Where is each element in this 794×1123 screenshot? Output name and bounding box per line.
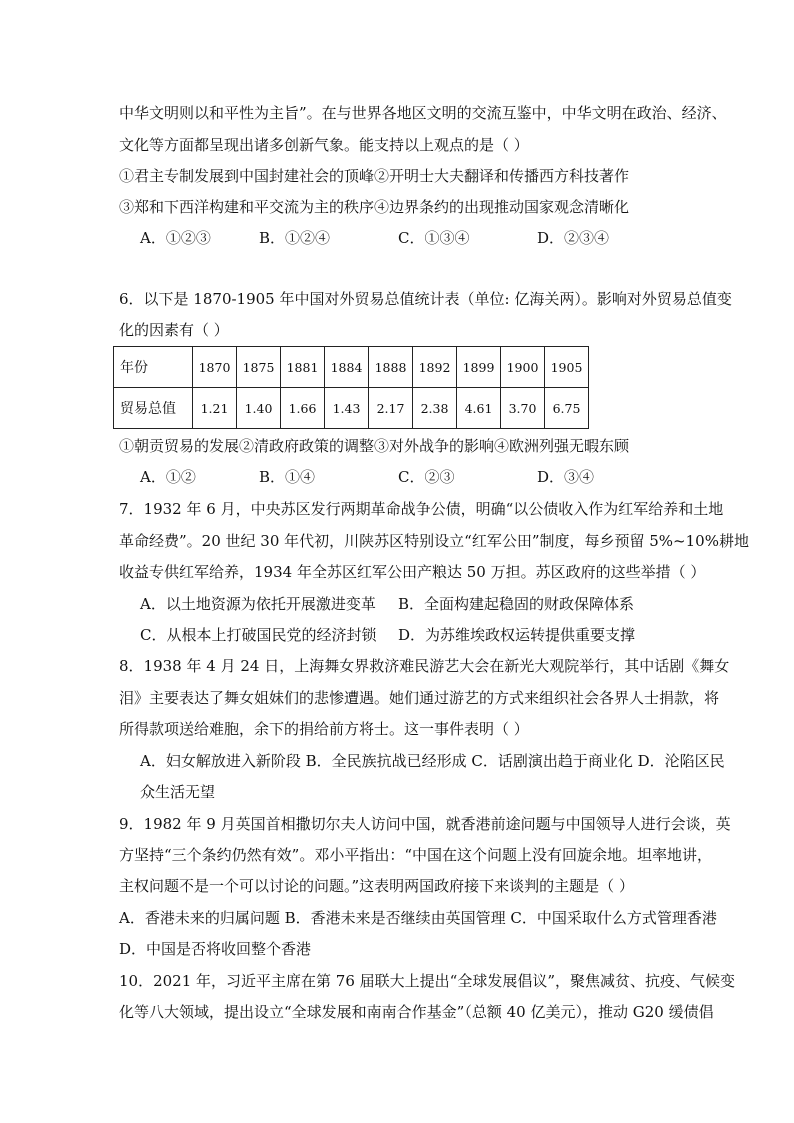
q7-option-c[interactable]: C．从根本上打破国民党的经济封锁 bbox=[140, 626, 377, 644]
table-cell-value: 1.40 bbox=[237, 388, 281, 429]
table-cell-year: 1892 bbox=[413, 347, 457, 388]
table-cell-value: 3.70 bbox=[501, 388, 545, 429]
table-header-year: 年份 bbox=[114, 347, 193, 388]
q9-stem-line-2: 方坚持“三个条约仍然有效”。邓小平指出：“中国在这个问题上没有回旋余地。坦率地讲， bbox=[119, 846, 713, 864]
q9-stem-line-3: 主权问题不是一个可以讨论的问题。”这表明两国政府接下来谈判的主题是（ ） bbox=[119, 877, 634, 895]
table-cell-year: 1881 bbox=[281, 347, 325, 388]
q6-stem-line-1: 6．以下是 1870-1905 年中国对外贸易总值统计表（单位: 亿海关两）。影响对外贸易总值变 bbox=[119, 290, 732, 308]
q6-factors: ①朝贡贸易的发展②清政府政策的调整③对外战争的影响④欧洲列强无暇东顾 bbox=[119, 437, 630, 455]
q5-option-c[interactable]: C．①③④ bbox=[398, 229, 470, 247]
q7-stem-line-2: 革命经费”。20 世纪 30 年代初，川陕苏区特别设立“红军公田”制度，每乡预留 5%~10%耕地 bbox=[119, 532, 749, 550]
q8-stem-line-2: 泪》主要表达了舞女姐妹们的悲惨遭遇。她们通过游艺的方式来组织社会各界人士捐款，将 bbox=[119, 689, 720, 707]
table-row-values bbox=[114, 388, 589, 429]
q10-stem-line-2: 化等八大领域，提出设立“全球发展和南南合作基金”（总额 40 亿美元），推动 G20 缓债倡 bbox=[119, 1003, 714, 1021]
q7-stem-line-3: 收益专供红军给养，1934 年全苏区红军公田产粮达 50 万担。苏区政府的这些举措（ ） bbox=[119, 563, 706, 581]
q9-stem-line-1: 9．1982 年 9 月英国首相撒切尔夫人访问中国，就香港前途问题与中国领导人进行会谈，英 bbox=[119, 815, 731, 833]
q5-option-a[interactable]: A．①②③ bbox=[140, 229, 211, 247]
q6-option-a[interactable]: A．①② bbox=[140, 468, 196, 486]
table-cell-value: 6.75 bbox=[545, 388, 589, 429]
table-cell-year: 1900 bbox=[501, 347, 545, 388]
q8-options-line-2[interactable]: 众生活无望 bbox=[140, 783, 216, 801]
q10-stem-line-1: 10．2021 年，习近平主席在第 76 届联大上提出“全球发展倡议”，聚焦减贫、抗疫、气候变 bbox=[119, 972, 735, 990]
table-cell-year: 1870 bbox=[193, 347, 237, 388]
q7-option-d[interactable]: D．为苏维埃政权运转提供重要支撑 bbox=[398, 626, 636, 644]
q7-option-b[interactable]: B．全面构建起稳固的财政保障体系 bbox=[398, 595, 635, 613]
q7-option-a[interactable]: A．以土地资源为依托开展激进变革 bbox=[140, 595, 376, 613]
q5-option-b[interactable]: B．①②④ bbox=[259, 229, 331, 247]
table-cell-value: 1.43 bbox=[325, 388, 369, 429]
table-cell-year: 1905 bbox=[545, 347, 589, 388]
trade-statistics-table bbox=[113, 346, 589, 429]
table-cell-value: 1.66 bbox=[281, 388, 325, 429]
table-cell-value: 1.21 bbox=[193, 388, 237, 429]
q5-line-2: 文化等方面都呈现出诸多创新气象。能支持以上观点的是（ ） bbox=[119, 136, 529, 154]
table-cell-value: 4.61 bbox=[457, 388, 501, 429]
q7-stem-line-1: 7．1932 年 6 月，中央苏区发行两期革命战争公债，明确“以公债收入作为红军给养和土地 bbox=[119, 500, 724, 518]
q8-stem-line-1: 8．1938 年 4 月 24 日，上海舞女界救济难民游艺大会在新光大观院举行，其中话剧《舞女 bbox=[119, 657, 730, 675]
q6-option-b[interactable]: B．①④ bbox=[259, 468, 316, 486]
q5-factor-line-2: ③郑和下西洋构建和平交流为主的秩序④边界条约的出现推动国家观念清晰化 bbox=[119, 198, 630, 216]
table-row-years bbox=[114, 347, 589, 388]
table-header-trade-total: 贸易总值 bbox=[114, 388, 193, 429]
q5-line-1: 中华文明则以和平性为主旨”。在与世界各地区文明的交流互鉴中，中华文明在政治、经济、 bbox=[119, 104, 727, 122]
q8-stem-line-3: 所得款项送给难胞，余下的捐给前方将士。这一事件表明（ ） bbox=[119, 720, 529, 738]
q6-option-c[interactable]: C．②③ bbox=[398, 468, 455, 486]
q6-stem-line-2: 化的因素有（ ） bbox=[119, 321, 229, 339]
table-cell-year: 1899 bbox=[457, 347, 501, 388]
q5-factor-line-1: ①君主专制发展到中国封建社会的顶峰②开明士大夫翻译和传播西方科技著作 bbox=[119, 167, 630, 185]
q8-options-line-1[interactable]: A．妇女解放进入新阶段 B．全民族抗战已经形成 C．话剧演出趋于商业化 D．沦陷区民 bbox=[140, 752, 725, 770]
table-cell-year: 1875 bbox=[237, 347, 281, 388]
q9-options-line-1[interactable]: A．香港未来的归属问题 B．香港未来是否继续由英国管理 C．中国采取什么方式管理香港 bbox=[119, 909, 717, 927]
q5-option-d[interactable]: D．②③④ bbox=[537, 229, 610, 247]
table-cell-value: 2.38 bbox=[413, 388, 457, 429]
table-cell-value: 2.17 bbox=[369, 388, 413, 429]
q6-option-d[interactable]: D．③④ bbox=[537, 468, 595, 486]
q9-options-line-2[interactable]: D．中国是否将收回整个香港 bbox=[119, 940, 312, 958]
table-cell-year: 1884 bbox=[325, 347, 369, 388]
table-cell-year: 1888 bbox=[369, 347, 413, 388]
